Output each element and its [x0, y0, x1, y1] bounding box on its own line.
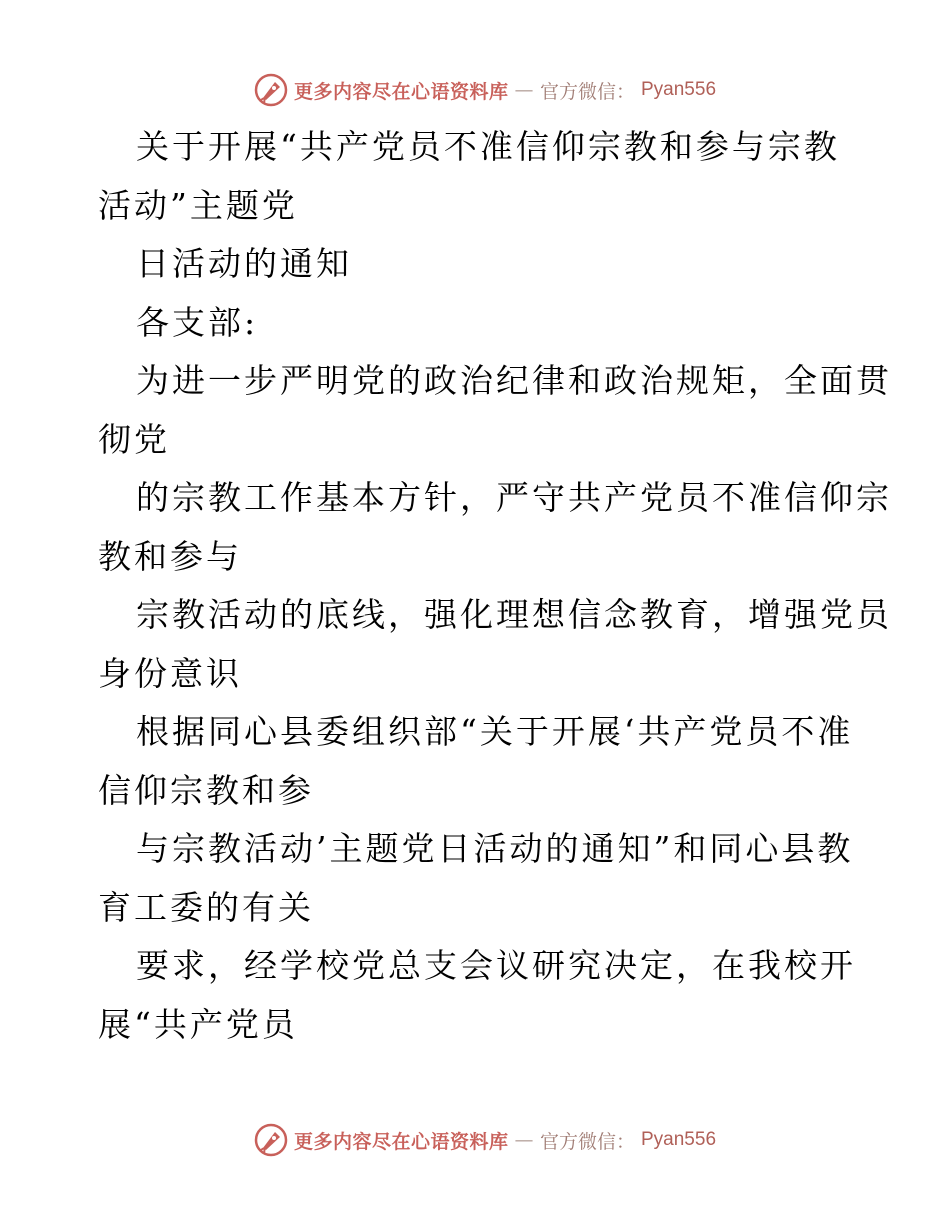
footer-banner-content [254, 1123, 716, 1157]
pen-nib-logo-icon [254, 73, 288, 107]
text-line: 展“共产党员 [98, 1004, 298, 1044]
text-line: 的宗教工作基本方针，严守共产党员不准信仰宗 [136, 478, 892, 517]
banner-wechat-label: 官方微信： [539, 80, 635, 103]
footer-banner [0, 1120, 950, 1160]
banner-wechat-id: Pyan556 [641, 1129, 717, 1150]
text-line: 要求，经学校党总支会议研究决定，在我校开 [136, 946, 856, 985]
banner-title: 更多内容尽在心语资料库 [293, 1130, 509, 1153]
pen-nib-logo-icon [254, 1123, 288, 1157]
banner-dash: — [514, 79, 534, 101]
banner-dash: — [514, 1129, 534, 1151]
text-line: 活动”主题党 [98, 185, 298, 225]
text-line: 根据同心县委组织部“关于开展‘共产党员不准 [136, 712, 854, 751]
banner-wechat-id: Pyan556 [641, 79, 717, 100]
text-line: 信仰宗教和参 [98, 770, 314, 810]
text-line: 与宗教活动’主题党日活动的通知”和同心县教 [136, 829, 854, 868]
text-line: 各支部: [136, 302, 259, 342]
text-line: 关于开展“共产党员不准信仰宗教和参与宗教 [136, 127, 840, 166]
text-line: 日活动的通知 [136, 244, 352, 283]
header-banner [0, 70, 950, 110]
text-line: 教和参与 [98, 536, 242, 576]
banner-wechat-label: 官方微信： [539, 1130, 635, 1153]
text-line: 为进一步严明党的政治纪律和政治规矩，全面贯 [136, 361, 892, 400]
text-line: 育工委的有关 [98, 887, 314, 927]
document-body [98, 118, 892, 1054]
header-banner-content [254, 73, 716, 107]
text-line: 宗教活动的底线，强化理想信念教育，增强党员 [136, 595, 892, 634]
banner-title: 更多内容尽在心语资料库 [293, 80, 509, 103]
text-line: 身份意识 [98, 653, 242, 693]
text-line: 彻党 [98, 419, 170, 459]
